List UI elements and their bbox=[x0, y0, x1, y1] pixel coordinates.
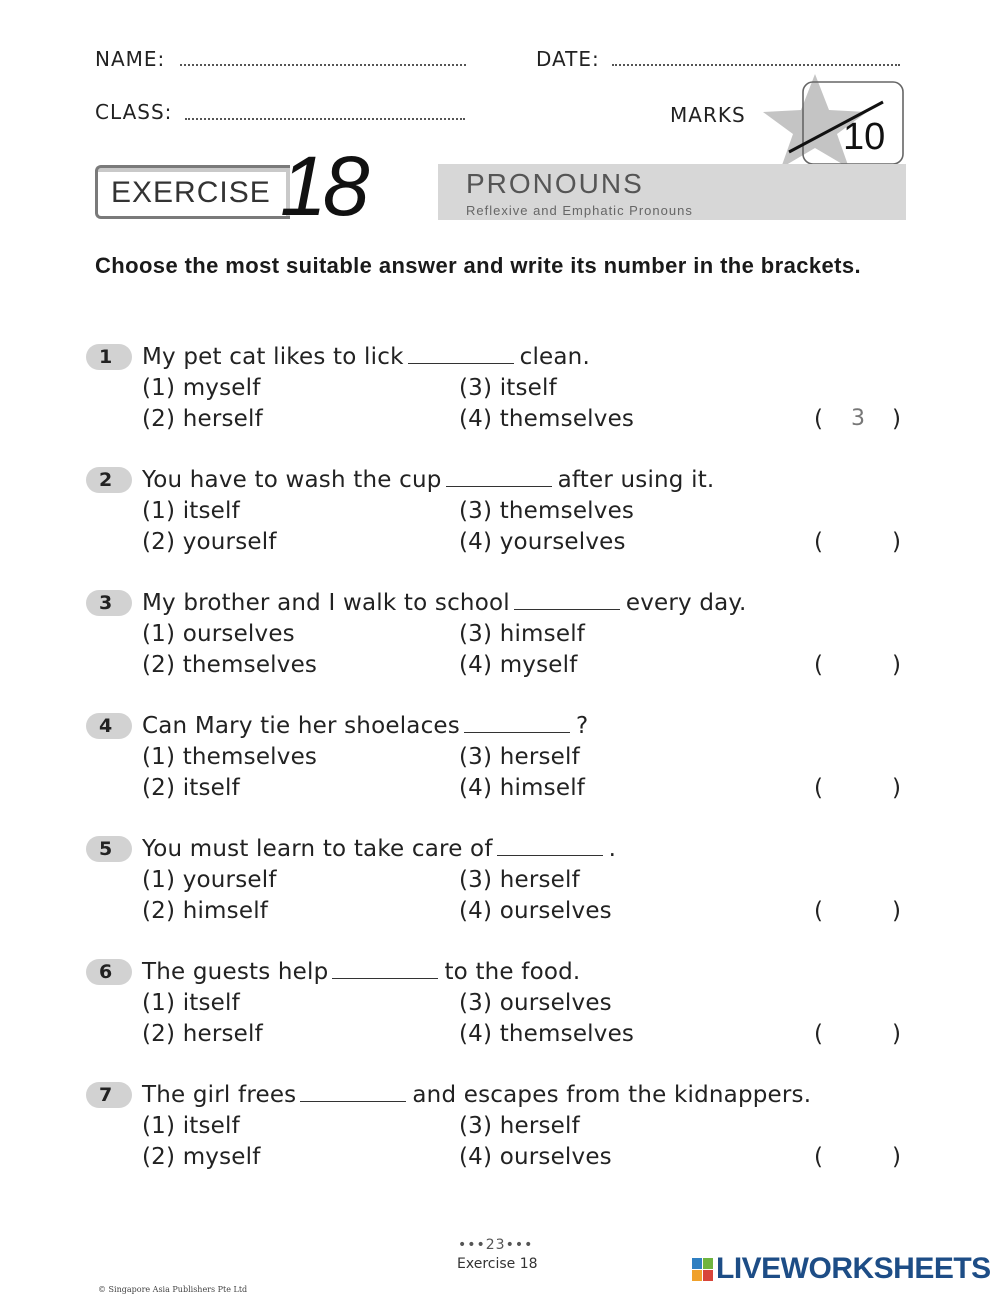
question-7 bbox=[86, 1081, 916, 1181]
question-text-after: every day. bbox=[625, 590, 747, 616]
option-1: (1) myself bbox=[142, 375, 261, 401]
bracket-open: ( bbox=[814, 652, 823, 678]
liveworksheets-logo bbox=[692, 1252, 992, 1288]
option-3: (3) themselves bbox=[459, 498, 635, 524]
option-4: (4) themselves bbox=[459, 1021, 635, 1047]
question-3 bbox=[86, 589, 916, 689]
option-4: (4) ourselves bbox=[459, 898, 612, 924]
option-1: (1) itself bbox=[142, 498, 240, 524]
bracket-open: ( bbox=[814, 529, 823, 555]
option-3: (3) herself bbox=[459, 744, 580, 770]
marks-total: 10 bbox=[843, 116, 886, 158]
question-number-badge: 4 bbox=[86, 713, 132, 739]
option-3: (3) himself bbox=[459, 621, 586, 647]
question-text-before: The guests help bbox=[142, 959, 329, 985]
question-text-before: You have to wash the cup bbox=[142, 467, 442, 493]
question-text-after: ? bbox=[575, 713, 589, 739]
option-2: (2) myself bbox=[142, 1144, 261, 1170]
option-3: (3) herself bbox=[459, 1113, 580, 1139]
option-2: (2) themselves bbox=[142, 652, 318, 678]
question-text-before: My brother and I walk to school bbox=[142, 590, 510, 616]
question-number-badge: 2 bbox=[86, 467, 132, 493]
bracket-open: ( bbox=[814, 1021, 823, 1047]
exercise-number: 18 bbox=[280, 139, 366, 233]
question-text-before: Can Mary tie her shoelaces bbox=[142, 713, 460, 739]
answer-blank bbox=[332, 959, 438, 979]
question-text bbox=[142, 712, 588, 740]
question-text bbox=[142, 1081, 811, 1109]
bracket-close: ) bbox=[892, 1021, 901, 1047]
question-number-badge: 1 bbox=[86, 344, 132, 370]
option-2: (2) herself bbox=[142, 1021, 263, 1047]
exercise-label: EXERCISE bbox=[111, 176, 271, 209]
question-2 bbox=[86, 466, 916, 566]
question-text bbox=[142, 343, 590, 371]
class-input[interactable] bbox=[188, 96, 462, 120]
liveworksheets-logo-icon bbox=[692, 1258, 714, 1282]
answer-blank bbox=[446, 467, 552, 487]
topic-subtitle: Reflexive and Emphatic Pronouns bbox=[466, 203, 693, 218]
option-2: (2) himself bbox=[142, 898, 269, 924]
question-number-badge: 7 bbox=[86, 1082, 132, 1108]
option-4: (4) himself bbox=[459, 775, 586, 801]
bracket-open: ( bbox=[814, 406, 823, 432]
question-text bbox=[142, 958, 580, 986]
question-number-badge: 3 bbox=[86, 590, 132, 616]
page-number: •••23••• bbox=[458, 1237, 534, 1253]
marks-box bbox=[745, 72, 907, 168]
question-text bbox=[142, 835, 616, 863]
question-text-after: to the food. bbox=[444, 959, 581, 985]
option-4: (4) myself bbox=[459, 652, 578, 678]
class-label: CLASS: bbox=[95, 100, 173, 124]
question-text-before: My pet cat likes to lick bbox=[142, 344, 404, 370]
question-1 bbox=[86, 343, 916, 443]
bracket-open: ( bbox=[814, 1144, 823, 1170]
name-label: NAME: bbox=[95, 47, 166, 71]
answer-blank bbox=[300, 1082, 406, 1102]
question-text-after: clean. bbox=[519, 344, 590, 370]
question-5 bbox=[86, 835, 916, 935]
bracket-open: ( bbox=[814, 775, 823, 801]
option-1: (1) themselves bbox=[142, 744, 318, 770]
bracket-close: ) bbox=[892, 406, 901, 432]
answer-blank bbox=[408, 344, 514, 364]
option-4: (4) yourselves bbox=[459, 529, 626, 555]
bracket-open: ( bbox=[814, 898, 823, 924]
date-label: DATE: bbox=[536, 47, 600, 71]
question-text-after: and escapes from the kidnappers. bbox=[412, 1082, 812, 1108]
instructions: Choose the most suitable answer and write its number in the brackets. bbox=[95, 253, 861, 278]
question-4 bbox=[86, 712, 916, 812]
option-3: (3) ourselves bbox=[459, 990, 612, 1016]
marks-label: MARKS bbox=[670, 103, 746, 127]
marks-score-input[interactable] bbox=[799, 90, 853, 120]
bracket-close: ) bbox=[892, 775, 901, 801]
footer-exercise-label: Exercise 18 bbox=[457, 1256, 538, 1272]
bracket-close: ) bbox=[892, 652, 901, 678]
option-1: (1) itself bbox=[142, 990, 240, 1016]
option-1: (1) itself bbox=[142, 1113, 240, 1139]
option-4: (4) ourselves bbox=[459, 1144, 612, 1170]
answer-box[interactable]: 3 bbox=[851, 406, 865, 431]
answer-blank bbox=[497, 836, 603, 856]
option-2: (2) itself bbox=[142, 775, 240, 801]
topic-title: PRONOUNS bbox=[466, 168, 644, 199]
answer-blank bbox=[514, 590, 620, 610]
date-input[interactable] bbox=[616, 42, 898, 66]
question-text bbox=[142, 589, 746, 617]
option-3: (3) itself bbox=[459, 375, 557, 401]
copyright: © Singapore Asia Publishers Pte Ltd bbox=[98, 1285, 248, 1294]
option-4: (4) themselves bbox=[459, 406, 635, 432]
bracket-close: ) bbox=[892, 529, 901, 555]
question-number-badge: 5 bbox=[86, 836, 132, 862]
option-3: (3) herself bbox=[459, 867, 580, 893]
question-text-after: . bbox=[608, 836, 617, 862]
question-6 bbox=[86, 958, 916, 1058]
question-text-before: You must learn to take care of bbox=[142, 836, 493, 862]
question-number-badge: 6 bbox=[86, 959, 132, 985]
question-text-after: after using it. bbox=[557, 467, 715, 493]
bracket-close: ) bbox=[892, 898, 901, 924]
option-2: (2) herself bbox=[142, 406, 263, 432]
option-2: (2) yourself bbox=[142, 529, 277, 555]
liveworksheets-logo-text: LIVEWORKSHEETS bbox=[716, 1252, 991, 1285]
bracket-close: ) bbox=[892, 1144, 901, 1170]
question-text-before: The girl frees bbox=[142, 1082, 297, 1108]
name-input[interactable] bbox=[184, 42, 464, 66]
question-text bbox=[142, 466, 714, 494]
answer-blank bbox=[464, 713, 570, 733]
option-1: (1) ourselves bbox=[142, 621, 295, 647]
option-1: (1) yourself bbox=[142, 867, 277, 893]
